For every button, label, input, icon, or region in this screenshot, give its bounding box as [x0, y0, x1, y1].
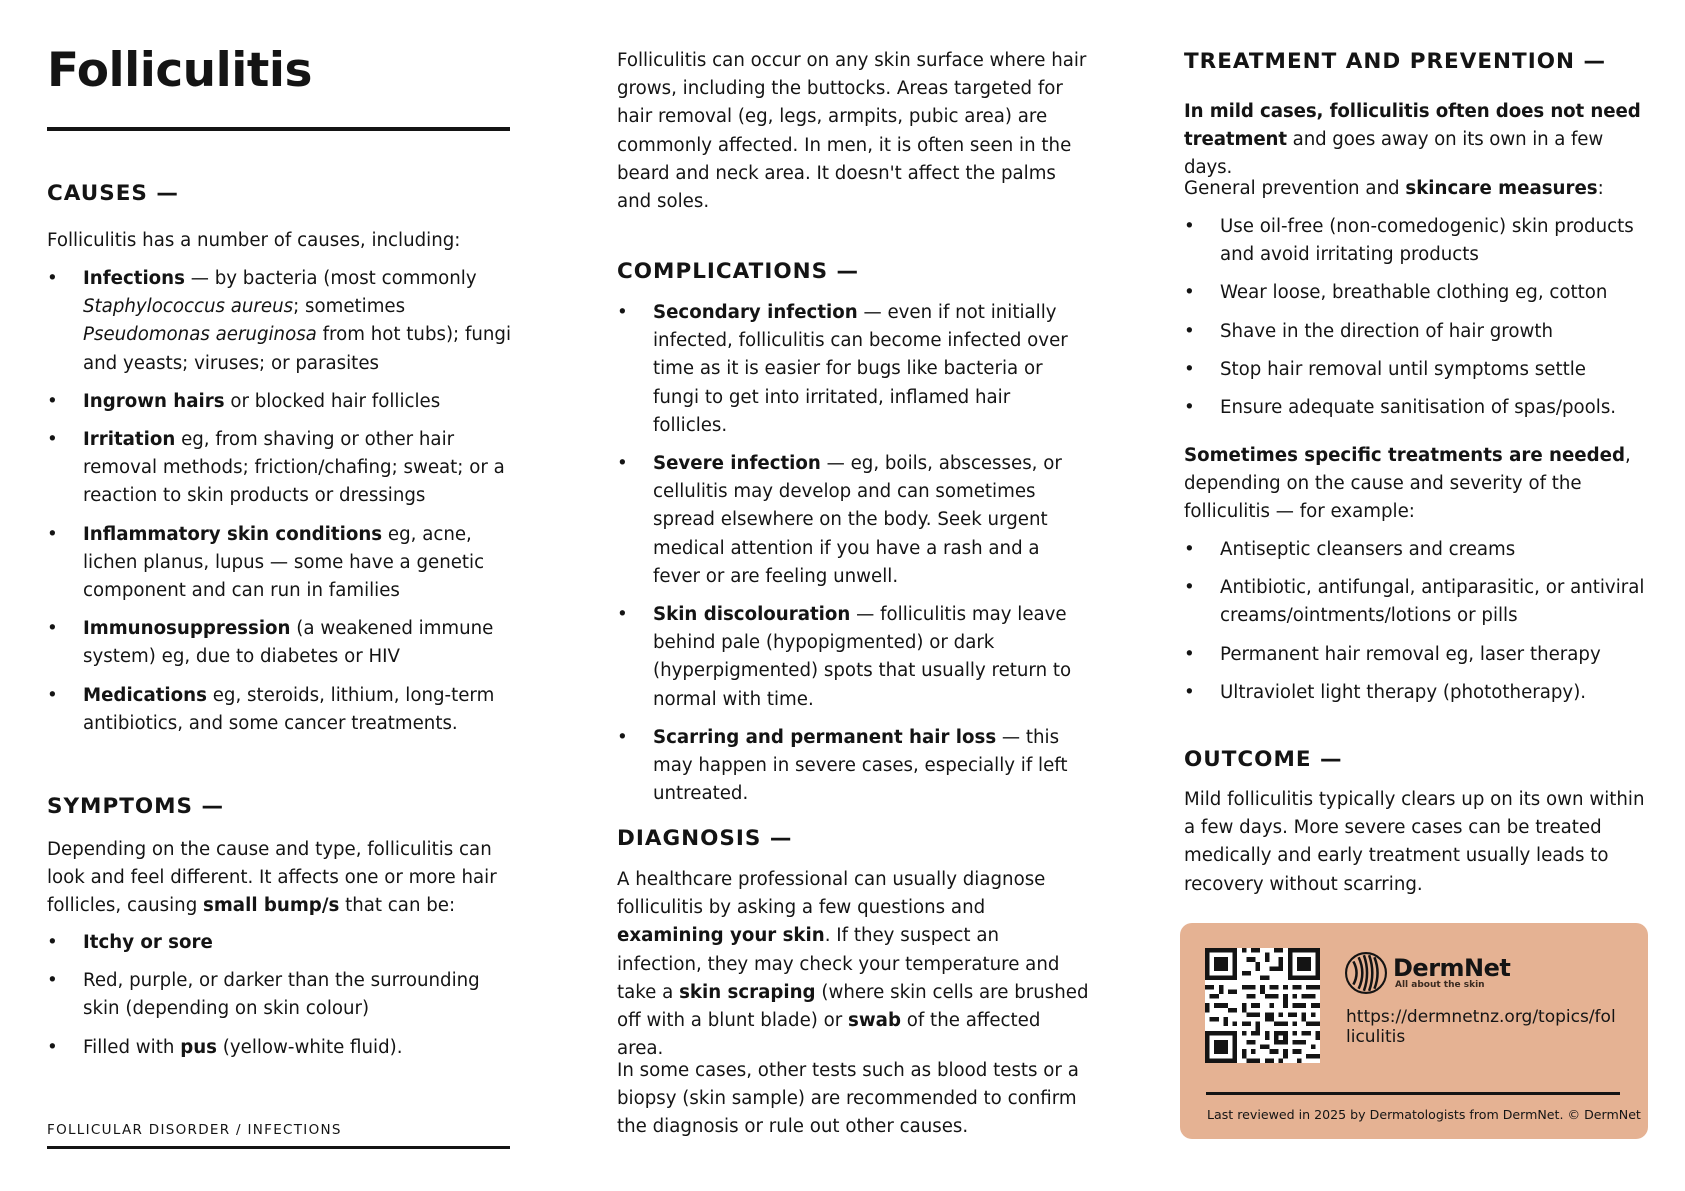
text-run: : — [1597, 178, 1604, 199]
bullet-icon: • — [47, 390, 58, 412]
diagnosis-tests-paragraph: In some cases, other tests such as blood tests or a biopsy (skin sample) are recommended to confirm the diagnosis or rule out other causes. — [617, 1060, 1079, 1138]
list-item — [47, 521, 513, 606]
list-item — [617, 724, 1089, 809]
prevention-list — [1184, 213, 1652, 432]
diagnosis-paragraph — [617, 866, 1089, 1063]
list-item-text: Antiseptic cleansers and creams — [1220, 539, 1516, 560]
bullet-icon: • — [617, 726, 628, 748]
text-run: from hot tubs); fungi and yeasts; viruses; or parasites — [83, 324, 512, 374]
treatment-heading: TREATMENT AND PREVENTION — — [1184, 49, 1606, 74]
bullet-icon: • — [47, 268, 58, 289]
bullet-icon: • — [617, 302, 628, 323]
text-run: — eg, boils, abscesses, or cellulitis may develop and can sometimes spread elsewhere on the body. Seek urgent medical attention if you have a rash and a fever or are feeling unwell. — [653, 453, 1062, 587]
bullet-icon: • — [47, 429, 58, 451]
list-item — [1184, 356, 1652, 384]
bullet-icon: • — [617, 604, 628, 626]
list-item — [47, 682, 513, 738]
text-run: that can be: — [339, 895, 456, 917]
specific-treatments-intro — [1184, 442, 1652, 527]
list-item — [47, 265, 513, 378]
text-run: . If they suspect an infection, they may check your temperature and take a — [617, 925, 1060, 1003]
prevention-intro — [1184, 175, 1604, 203]
text-run: and goes away on its own in a few days. — [1184, 129, 1604, 179]
list-item-text: Wear loose, breathable clothing eg, cotton — [1220, 282, 1608, 304]
list-item-title: Severe infection — [653, 453, 821, 475]
list-item-title: Medications — [83, 684, 207, 706]
list-item — [617, 601, 1089, 714]
category-label: FOLLICULAR DISORDER / INFECTIONS — [47, 1122, 342, 1138]
list-item — [47, 1034, 513, 1062]
text-run: eg, from shaving or other hair removal methods; friction/chafing; sweat; or a reaction to skin products or dressings — [83, 429, 505, 507]
list-item — [1184, 279, 1652, 307]
bullet-icon: • — [47, 684, 58, 706]
list-item-title: Immunosuppression — [83, 618, 291, 640]
list-item — [47, 388, 513, 416]
bullet-icon: • — [47, 523, 58, 545]
text-run: (yellow-white fluid). — [216, 1036, 403, 1058]
bullet-icon: • — [1184, 397, 1195, 419]
list-item-title: Secondary infection — [653, 302, 858, 323]
bullet-icon: • — [47, 1036, 58, 1058]
list-item — [1184, 641, 1652, 669]
symptoms-heading: SYMPTOMS — — [47, 794, 225, 819]
text-run: A healthcare professional can usually diagnose folliculitis by asking a few questions and — [617, 869, 1046, 919]
list-item-text: Antibiotic, antifungal, antiparasitic, or antiviral creams/ointments/lotions or pills — [1220, 577, 1645, 627]
list-item-title: Ingrown hairs — [83, 390, 225, 412]
complications-heading: COMPLICATIONS — — [617, 259, 860, 284]
list-item — [47, 929, 513, 957]
brand-name: DermNet — [1393, 953, 1511, 982]
bullet-icon: • — [47, 970, 58, 992]
list-item — [1184, 394, 1652, 422]
text-run: swab — [848, 1010, 901, 1032]
list-item-text: Stop hair removal until symptoms settle — [1220, 358, 1586, 380]
footer-divider — [47, 1146, 510, 1149]
text-run: eg, acne, lichen planus, lupus — some have a genetic component and can run in families — [83, 523, 485, 602]
list-item — [1184, 536, 1652, 564]
list-item-title: Skin discolouration — [653, 604, 851, 626]
bullet-icon: • — [617, 453, 628, 475]
text-run: Sometimes specific treatments are needed — [1184, 445, 1625, 466]
text-run: — even if not initially infected, folliculitis can become infected over time as it is easier for bugs like bacteria or fungi to get into irritated, inflamed hair follicles. — [653, 302, 1068, 436]
list-item — [47, 967, 513, 1023]
causes-heading: CAUSES — — [47, 181, 179, 206]
list-item — [1184, 318, 1652, 346]
bullet-icon: • — [47, 932, 58, 953]
text-run: General prevention and — [1184, 178, 1406, 199]
source-card — [1180, 923, 1648, 1139]
list-item-text: Use oil-free (non-comedogenic) skin products and avoid irritating products — [1220, 216, 1634, 266]
list-item — [47, 426, 513, 511]
list-item — [47, 615, 513, 671]
text-run: , depending on the cause and severity of the folliculitis — for example: — [1184, 445, 1631, 523]
bullet-icon: • — [1184, 282, 1195, 304]
text-run: Staphylococcus aureus — [83, 296, 294, 318]
text-run: (a weakened immune system) eg, due to diabetes or HIV — [83, 618, 494, 668]
text-run: Filled with — [83, 1036, 181, 1058]
list-item-title: Inflammatory skin conditions — [83, 523, 383, 545]
bullet-icon: • — [1184, 216, 1195, 237]
text-run: ; sometimes — [293, 296, 406, 318]
bullet-icon: • — [1184, 539, 1195, 560]
list-item-title: Scarring and permanent hair loss — [653, 726, 997, 748]
card-divider — [1206, 1092, 1620, 1095]
list-item-text: Permanent hair removal eg, laser therapy — [1220, 643, 1601, 665]
text-run: or blocked hair follicles — [224, 390, 441, 412]
treatment-mild-paragraph — [1184, 98, 1652, 183]
causes-list — [47, 265, 513, 748]
specific-treatments-list — [1184, 536, 1652, 717]
bullet-icon: • — [1184, 320, 1195, 342]
brand-tagline: All about the skin — [1395, 979, 1485, 990]
symptoms-list — [47, 929, 513, 1072]
list-item — [617, 299, 1089, 440]
text-run: — by bacteria (most commonly — [184, 268, 477, 289]
text-run: small bump/s — [203, 895, 340, 917]
bullet-icon: • — [1184, 577, 1195, 599]
text-run: eg, steroids, lithium, long-term antibiotics, and some cancer treatments. — [83, 684, 495, 734]
text-run: — folliculitis may leave behind pale (hypopigmented) or dark (hyperpigmented) spots that usually return to normal with time. — [653, 604, 1072, 710]
intro-paragraph: Folliculitis can occur on any skin surface where hair grows, including the buttocks. Areas targeted for hair removal (eg, legs, armpits, pubic area) are commonly affected. In men, it is often seen in the beard and neck area. It doesn't affect the palms and soles. — [617, 50, 1087, 213]
review-note: Last reviewed in 2025 by Dermatologists from DermNet. © DermNet — [1207, 1107, 1641, 1122]
text-run: Red, purple, or darker than the surrounding skin (depending on skin colour) — [83, 970, 480, 1020]
text-run: skin scraping — [679, 981, 816, 1003]
list-item-text: Ensure adequate sanitisation of spas/pools. — [1220, 397, 1617, 419]
text-run: In mild cases, folliculitis often does not need treatment — [1184, 101, 1641, 151]
dermnet-logo-icon — [1345, 952, 1387, 994]
list-item — [617, 450, 1089, 591]
list-item — [1184, 574, 1652, 630]
list-item — [1184, 679, 1652, 707]
list-item-title: Itchy or sore — [83, 932, 213, 953]
list-item-title: Irritation — [83, 429, 176, 451]
bullet-icon: • — [47, 618, 58, 640]
complications-list — [617, 299, 1089, 818]
dermnet-brand — [1345, 952, 1510, 994]
text-run: skincare measures — [1405, 178, 1598, 199]
outcome-paragraph: Mild folliculitis typically clears up on its own within a few days. More severe cases can be treated medically and early treatment usually leads to recovery without scarring. — [1184, 789, 1645, 895]
list-item-text: Shave in the direction of hair growth — [1220, 320, 1554, 342]
text-run: Depending on the cause and type, folliculitis can look and feel different. It affects one or more hair follicles, causing — [47, 839, 497, 917]
list-item-text: Ultraviolet light therapy (phototherapy). — [1220, 681, 1587, 703]
text-run: Pseudomonas aeruginosa — [83, 324, 317, 346]
diagnosis-heading: DIAGNOSIS — — [617, 826, 793, 851]
list-item — [1184, 213, 1652, 269]
symptoms-intro — [47, 836, 513, 921]
bullet-icon: • — [1184, 643, 1195, 665]
qr-code[interactable] — [1205, 948, 1320, 1063]
text-run: of the affected area. — [617, 1010, 1041, 1060]
text-run: (where skin cells are brushed off with a blunt blade) or — [617, 981, 1089, 1032]
text-run: — this may happen in severe cases, especially if left untreated. — [653, 726, 1068, 805]
topic-link[interactable]: https://dermnetnz.org/topics/folliculitis — [1346, 1007, 1616, 1047]
text-run: pus — [180, 1036, 217, 1058]
bullet-icon: • — [1184, 358, 1195, 380]
text-run: examining your skin — [617, 925, 825, 947]
title-divider — [47, 127, 510, 131]
outcome-heading: OUTCOME — — [1184, 747, 1343, 772]
page-title: Folliculitis — [47, 43, 312, 98]
list-item-title: Infections — [83, 268, 185, 289]
bullet-icon: • — [1184, 681, 1195, 703]
causes-intro: Folliculitis has a number of causes, including: — [47, 230, 461, 251]
